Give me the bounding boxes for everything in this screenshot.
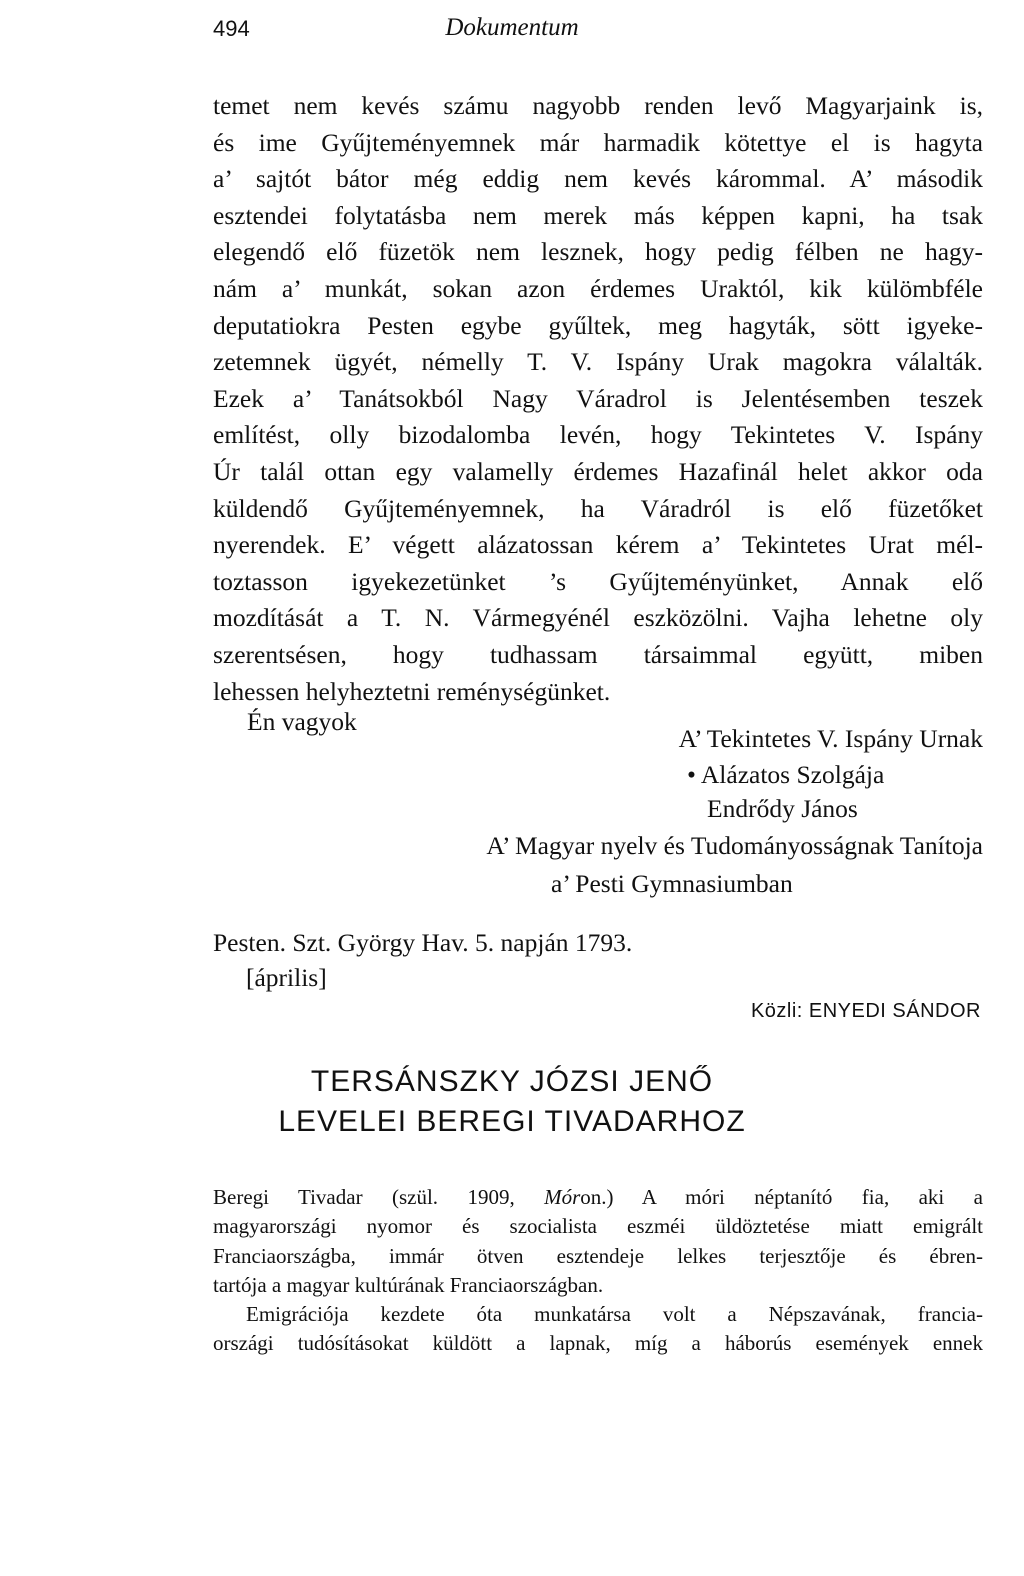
letter-line: toztasson igyekezetünket ’s Gyűjteményünket, Annak elő <box>213 566 983 596</box>
letter-line: temet nem kevés számu nagyobb renden levő Magyarjaink is, <box>213 91 983 120</box>
letter-line: lehessen helyheztetni reménységünket. <box>213 676 611 706</box>
dateline: Pesten. Szt. György Hav. 5. napján 1793. <box>213 928 633 957</box>
credit-line: Közli: ENYEDI SÁNDOR <box>750 1000 981 1022</box>
en-vagyok: Én vagyok <box>247 707 357 736</box>
letter-line: mozdítását a T. N. Vármegyénél eszközölni. Vajha lehetne oly <box>213 603 983 633</box>
running-title: Dokumentum <box>445 14 579 41</box>
intro-line: Franciaországba, immár ötven esztendeje lelkes terjesztője és ébren- <box>213 1243 983 1268</box>
signatory-role: A’ Magyar nyelv és Tudományosságnak Tanítoja <box>486 831 983 860</box>
intro-line <box>213 1183 983 1212</box>
intro-text <box>213 1183 983 1359</box>
intro-line: tartója a magyar kultúrának Franciaországban. <box>213 1272 604 1297</box>
article-title-line-1: TERSÁNSZKY JÓZSI JENŐ <box>310 1065 714 1098</box>
article-title-line-2: LEVELEI BEREGI TIVADARHOZ <box>278 1105 746 1138</box>
page-number: 494 <box>213 16 250 41</box>
letter-line: küldendő Gyűjteményemnek, ha Váradról is elő füzetőket <box>213 493 983 523</box>
letter-line: a’ sajtót bátor még eddig nem kevés kárommal. A’ második <box>213 164 983 194</box>
intro-line: magyarországi nyomor és szocialista eszméi üldöztetése miatt emigrált <box>213 1214 983 1239</box>
letter-line: nám a’ munkát, sokan azon érdemes Uraktól, kik külömbféle <box>213 273 983 303</box>
intro-line: országi tudósításokat küldött a lapnak, míg a háborús események ennek <box>213 1331 983 1356</box>
letter-line: szerentsésen, hogy tudhassam társaimmal együtt, miben <box>213 639 983 669</box>
letter-line: elegendő elő füzetök nem lesznek, hogy pedig félben ne hagy- <box>213 237 983 267</box>
letter-line: említést, olly bizodalomba levén, hogy Tekintetes V. Ispány <box>213 420 983 450</box>
letter-line: esztendei folytatásba nem merek más képpen kapni, ha tsak <box>213 200 983 230</box>
letter-line: Ezek a’ Tanátsokból Nagy Váradrol is Jelentésemben teszek <box>213 383 983 413</box>
letter-line: deputatiokra Pesten egybe gyűltek, meg hagyták, sött igyeke- <box>213 310 983 340</box>
dateline-bracket: [április] <box>246 963 327 992</box>
intro-text-span: Beregi Tivadar (szül. 1909, <box>213 1185 545 1209</box>
letter-line: zetemnek ügyét, némelly T. V. Ispány Urak magokra válalták. <box>213 347 983 377</box>
servant-line: • Alázatos Szolgája <box>687 760 885 789</box>
signatory-name: Endrődy János <box>707 794 858 823</box>
intro-italic-span: Mór <box>544 1185 581 1209</box>
signatory-institution: a’ Pesti Gymnasiumban <box>551 869 793 898</box>
letter-line: Úr talál ottan egy valamelly érdemes Hazafinál helet akkor oda <box>213 456 983 486</box>
letter-line: nyerendek. E’ végett alázatossan kérem a’ Tekintetes Urat mél- <box>213 530 983 560</box>
intro-text-span: on.) A móri néptanító fia, aki a <box>580 1185 983 1209</box>
letter-line: és ime Gyűjteményemnek már harmadik kötettye el is hagyta <box>213 127 983 157</box>
salutation: A’ Tekintetes V. Ispány Urnak <box>678 724 983 753</box>
letter-body <box>213 88 983 710</box>
intro-line: Emigrációja kezdete óta munkatársa volt a Népszavának, francia- <box>246 1302 983 1327</box>
